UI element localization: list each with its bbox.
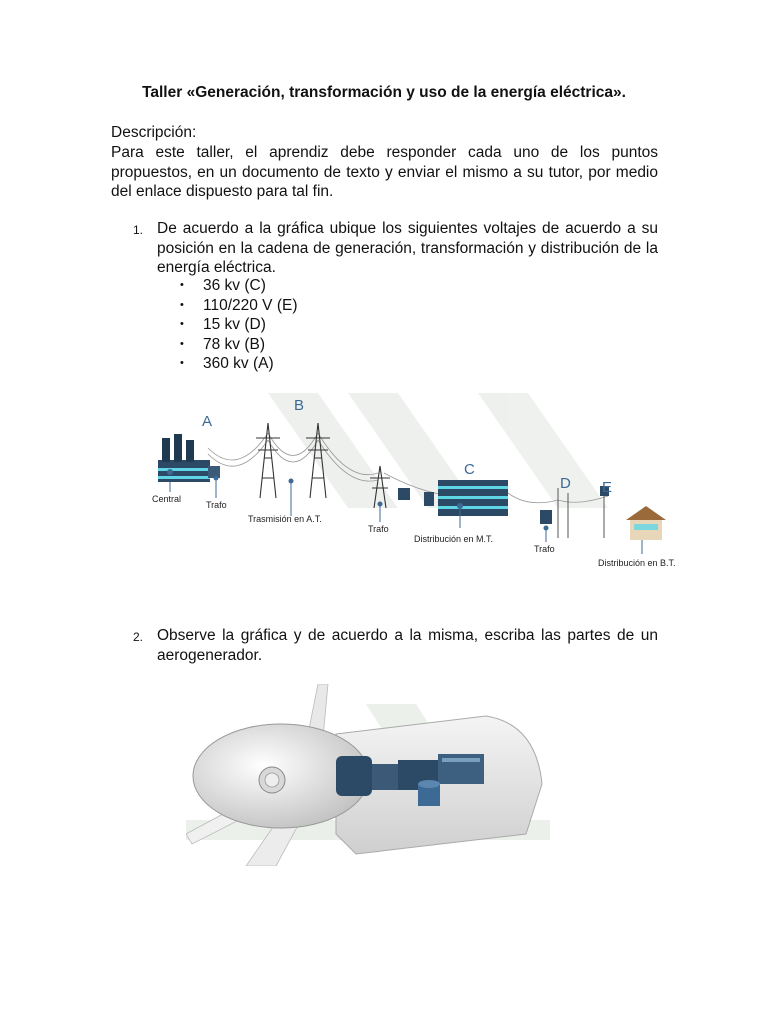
description-label: Descripción:: [111, 124, 197, 141]
diagram-letter-c: C: [464, 461, 475, 478]
list-item: • 78 kv (B): [180, 335, 266, 353]
question-2-number: 2.: [133, 630, 144, 644]
power-chain-diagram: [148, 388, 696, 576]
diagram-letter-b: B: [294, 397, 305, 414]
question-1: [133, 219, 658, 278]
bullet-icon: •: [180, 279, 184, 291]
label-central: Central: [152, 494, 182, 504]
diagram-letter-a: A: [202, 413, 213, 430]
list-item: • 15 kv (D): [180, 316, 266, 333]
house-icon: [626, 506, 666, 554]
bullet-icon: •: [180, 318, 184, 330]
bullet-icon: •: [180, 357, 184, 369]
bullet-icon: •: [180, 337, 184, 350]
label-distribucion-mt: Distribución en M.T.: [414, 534, 494, 544]
question-1-text: De acuerdo a la gráfica ubique los siguientes voltajes de acuerdo a su posición en la cadena de generación, transformación y distribución de la energía eléctrica.: [157, 220, 658, 276]
label-distribucion-bt: Distribución en B.T.: [598, 558, 676, 568]
diagram-letter-d: D: [560, 475, 571, 492]
list-item: • 36 kv (C): [180, 277, 266, 294]
question-1-number: 1.: [133, 223, 144, 237]
label-trafo-3: Trafo: [534, 544, 555, 554]
wind-turbine-diagram: [186, 684, 550, 866]
label-trafo-2: Trafo: [368, 524, 389, 534]
voltage-list: [180, 276, 298, 374]
label-trafo-1: Trafo: [206, 500, 227, 510]
page-title: Taller «Generación, transformación y uso de la energía eléctrica».: [142, 84, 626, 101]
description-text: Para este taller, el aprendiz debe responder cada uno de los puntos propuestos, en un documento de texto y enviar el mismo a su tutor, por medio del enlace dispuesto para tal fin.: [111, 144, 658, 200]
list-item: • 110/220 V (E): [180, 296, 298, 314]
list-item: • 360 kv (A): [180, 355, 274, 372]
question-2-text: Observe la gráfica y de acuerdo a la misma, escriba las partes de un aerogenerador.: [157, 627, 658, 664]
question-2: [133, 626, 658, 665]
central-plant-icon: [158, 434, 220, 498]
diagram-letter-e: E: [602, 479, 613, 496]
bullet-icon: •: [180, 298, 184, 311]
label-transmision: Trasmisión en A.T.: [248, 514, 322, 524]
